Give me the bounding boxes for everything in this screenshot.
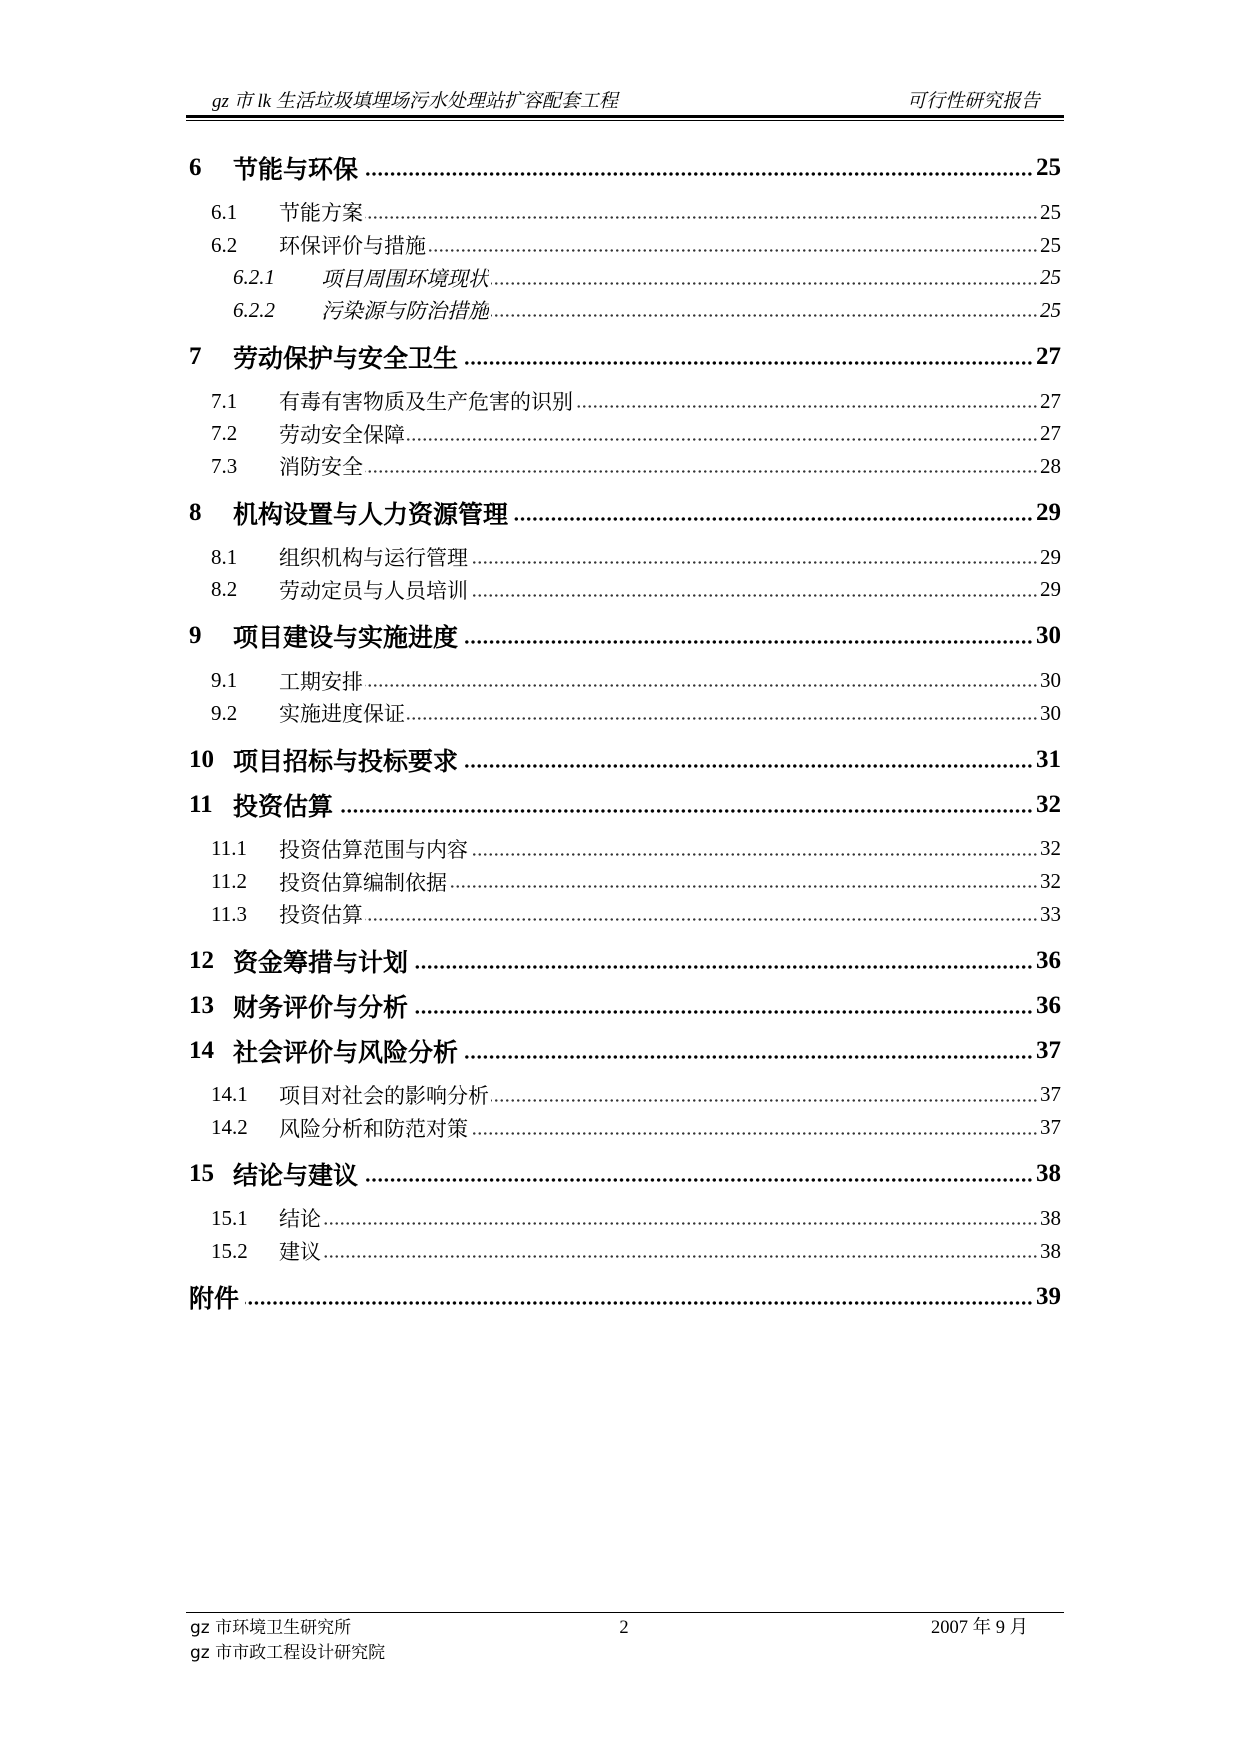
toc-entry-title: 结论 bbox=[279, 1207, 321, 1232]
dot-leader bbox=[414, 1010, 1033, 1014]
toc-entry-page: 37 bbox=[1040, 1082, 1061, 1107]
dot-leader bbox=[365, 918, 1038, 921]
toc-entry-11-1[interactable] bbox=[189, 833, 1061, 866]
toc-entry-number: 6.2 bbox=[211, 232, 238, 257]
toc-entry-title: 项目招标与投标要求 bbox=[233, 748, 459, 776]
toc-entry-title: 有毒有害物质及生产危害的识别 bbox=[279, 390, 573, 415]
toc-entry-page: 38 bbox=[1040, 1205, 1061, 1230]
toc-entry-title: 劳动定员与人员培训 bbox=[279, 578, 468, 603]
toc-entry-page: 36 bbox=[1036, 991, 1061, 1019]
toc-entry-title: 附件 bbox=[189, 1286, 240, 1314]
toc-entry-6-2[interactable] bbox=[189, 229, 1061, 262]
footer-org-primary: gz 市环境卫生研究所 bbox=[190, 1618, 352, 1638]
toc-entry-number: 15.2 bbox=[211, 1238, 248, 1263]
toc-entry-number: 6.1 bbox=[211, 199, 238, 224]
toc-entry-7[interactable] bbox=[189, 342, 1061, 372]
toc-entry-page: 25 bbox=[1040, 232, 1061, 257]
toc-entry-title: 劳动保护与安全卫生 bbox=[233, 345, 459, 373]
dot-leader bbox=[470, 1132, 1038, 1135]
toc-entry-number: 7.1 bbox=[211, 388, 238, 413]
toc-entry-10[interactable] bbox=[189, 745, 1061, 775]
toc-entry-number: 11.1 bbox=[211, 836, 247, 861]
toc-entry-page: 27 bbox=[1040, 421, 1061, 446]
toc-entry-page: 38 bbox=[1040, 1238, 1061, 1263]
toc-entry-title: 节能方案 bbox=[279, 201, 363, 226]
toc-entry-number: 11.2 bbox=[211, 869, 247, 894]
toc-entry-number: 6.2.1 bbox=[233, 265, 275, 290]
toc-entry-number: 8.1 bbox=[211, 544, 238, 569]
toc-entry-page: 27 bbox=[1036, 342, 1061, 370]
toc-entry-number: 7.2 bbox=[211, 421, 238, 446]
dot-leader bbox=[245, 1301, 1033, 1305]
toc-entry-14[interactable] bbox=[189, 1036, 1061, 1066]
toc-entry-6-1[interactable] bbox=[189, 196, 1061, 229]
toc-entry-title: 财务评价与分析 bbox=[233, 994, 409, 1022]
toc-entry-page: 29 bbox=[1040, 544, 1061, 569]
toc-entry-page: 25 bbox=[1036, 154, 1061, 181]
toc-entry-title: 项目建设与实施进度 bbox=[233, 625, 459, 653]
toc-entry-number: 13 bbox=[189, 991, 214, 1019]
toc-entry-number: 15.1 bbox=[211, 1205, 248, 1230]
toc-entry-6-2-2[interactable] bbox=[189, 294, 1061, 327]
dot-leader bbox=[407, 438, 1038, 441]
dot-leader bbox=[470, 594, 1038, 597]
toc-entry-7-1[interactable] bbox=[189, 385, 1061, 418]
toc-entry-page: 25 bbox=[1040, 199, 1061, 224]
toc-entry-number: 8 bbox=[189, 498, 202, 526]
toc-entry-title: 社会评价与风险分析 bbox=[233, 1039, 459, 1067]
toc-entry-title: 消防安全 bbox=[279, 455, 363, 480]
toc-entry-title: 建议 bbox=[279, 1240, 321, 1265]
toc-entry-number: 11 bbox=[189, 790, 213, 818]
toc-entry-page: 33 bbox=[1040, 901, 1061, 926]
toc-entry-page: 38 bbox=[1036, 1160, 1061, 1187]
toc-entry-title: 组织机构与运行管理 bbox=[279, 546, 468, 571]
table-of-contents bbox=[189, 138, 1061, 1312]
dot-leader bbox=[414, 965, 1033, 969]
toc-entry-7-2[interactable] bbox=[189, 417, 1061, 450]
dot-leader bbox=[428, 249, 1038, 252]
toc-entry-title: 机构设置与人力资源管理 bbox=[233, 501, 509, 529]
dot-leader bbox=[491, 314, 1038, 317]
toc-entry-title: 投资估算范围与内容 bbox=[279, 837, 468, 862]
dot-leader bbox=[464, 764, 1033, 768]
toc-entry-15[interactable] bbox=[189, 1159, 1061, 1189]
toc-entry-9[interactable] bbox=[189, 621, 1061, 651]
toc-entry-number: 9.2 bbox=[211, 700, 238, 725]
toc-entry-15-1[interactable] bbox=[189, 1202, 1061, 1235]
dot-leader bbox=[464, 1055, 1033, 1059]
toc-entry-12[interactable] bbox=[189, 946, 1061, 976]
toc-entry-7-3[interactable] bbox=[189, 450, 1061, 483]
toc-entry-8-1[interactable] bbox=[189, 541, 1061, 574]
toc-entry-title: 项目对社会的影响分析 bbox=[279, 1083, 489, 1108]
toc-entry-page: 29 bbox=[1036, 498, 1061, 526]
dot-leader bbox=[470, 561, 1038, 564]
dot-leader bbox=[470, 853, 1038, 856]
toc-entry-page: 32 bbox=[1036, 790, 1061, 818]
dot-leader bbox=[464, 361, 1033, 365]
toc-entry-6[interactable] bbox=[189, 153, 1061, 183]
toc-entry-6-2-1[interactable] bbox=[189, 261, 1061, 294]
footer-date: 2007 年 9 月 bbox=[931, 1618, 1029, 1638]
header-rule-thin bbox=[186, 120, 1064, 121]
dot-leader bbox=[365, 216, 1038, 219]
toc-entry-title: 结论与建议 bbox=[233, 1163, 359, 1190]
toc-entry-number: 12 bbox=[189, 946, 214, 974]
toc-entry-number: 9 bbox=[189, 622, 202, 650]
dot-leader bbox=[365, 470, 1038, 473]
toc-entry-11-2[interactable] bbox=[189, 865, 1061, 898]
toc-entry-title: 风险分析和防范对策 bbox=[279, 1116, 468, 1141]
page-header bbox=[212, 89, 1040, 115]
dot-leader bbox=[339, 809, 1033, 813]
toc-entry-11[interactable] bbox=[189, 790, 1061, 820]
toc-entry-page: 25 bbox=[1040, 265, 1061, 290]
dot-leader bbox=[491, 1099, 1038, 1102]
footer-rule bbox=[186, 1612, 1064, 1613]
toc-entry-page: 28 bbox=[1040, 453, 1061, 478]
toc-entry-page: 37 bbox=[1036, 1036, 1061, 1064]
toc-entry-page: 32 bbox=[1040, 869, 1061, 894]
toc-entry-page: 31 bbox=[1036, 745, 1061, 773]
toc-entry-number: 14 bbox=[189, 1036, 214, 1064]
toc-entry-page: 25 bbox=[1040, 297, 1061, 322]
toc-entry-14-1[interactable] bbox=[189, 1079, 1061, 1112]
toc-entry-title: 投资估算 bbox=[279, 903, 363, 928]
toc-entry-number: 15 bbox=[189, 1160, 214, 1187]
toc-entry-appendix[interactable] bbox=[189, 1282, 1061, 1312]
toc-entry-9-1[interactable] bbox=[189, 664, 1061, 697]
dot-leader bbox=[323, 1222, 1038, 1225]
toc-entry-title: 污染源与防治措施 bbox=[321, 299, 489, 324]
toc-entry-title: 劳动安全保障 bbox=[279, 422, 405, 447]
toc-entry-title: 实施进度保证 bbox=[279, 702, 405, 727]
footer-page-number: 2 bbox=[619, 1618, 629, 1638]
dot-leader bbox=[365, 684, 1038, 687]
toc-entry-11-3[interactable] bbox=[189, 898, 1061, 931]
toc-entry-title: 节能与环保 bbox=[233, 157, 359, 184]
header-report-type: 可行性研究报告 bbox=[906, 91, 1040, 112]
toc-entry-number: 7.3 bbox=[211, 453, 238, 478]
toc-entry-number: 9.1 bbox=[211, 668, 238, 693]
dot-leader bbox=[514, 517, 1033, 521]
toc-entry-number: 6.2.2 bbox=[233, 297, 275, 322]
toc-entry-page: 27 bbox=[1040, 388, 1061, 413]
toc-entry-number: 14.1 bbox=[211, 1082, 248, 1107]
toc-entry-title: 环保评价与措施 bbox=[279, 234, 426, 259]
toc-entry-14-2[interactable] bbox=[189, 1111, 1061, 1144]
toc-entry-title: 资金筹措与计划 bbox=[233, 949, 409, 977]
toc-entry-page: 30 bbox=[1036, 622, 1061, 650]
toc-entry-8-2[interactable] bbox=[189, 574, 1061, 607]
dot-leader bbox=[491, 282, 1038, 285]
dot-leader bbox=[575, 405, 1038, 408]
toc-entry-13[interactable] bbox=[189, 991, 1061, 1021]
toc-entry-number: 8.2 bbox=[211, 577, 238, 602]
toc-entry-number: 11.3 bbox=[211, 901, 247, 926]
toc-entry-page: 29 bbox=[1040, 577, 1061, 602]
toc-entry-number: 6 bbox=[189, 154, 202, 181]
toc-entry-page: 30 bbox=[1040, 668, 1061, 693]
dot-leader bbox=[364, 1178, 1033, 1182]
dot-leader bbox=[407, 717, 1038, 720]
toc-entry-title: 投资估算编制依据 bbox=[279, 870, 447, 895]
dot-leader bbox=[323, 1255, 1038, 1258]
header-project-title: gz 市 lk 生活垃圾填埋场污水处理站扩容配套工程 bbox=[212, 91, 618, 112]
toc-entry-page: 32 bbox=[1040, 836, 1061, 861]
toc-entry-title: 工期安排 bbox=[279, 669, 363, 694]
toc-entry-page: 30 bbox=[1040, 700, 1061, 725]
toc-entry-9-2[interactable] bbox=[189, 697, 1061, 730]
toc-entry-page: 37 bbox=[1040, 1115, 1061, 1140]
toc-entry-page: 39 bbox=[1036, 1283, 1061, 1311]
toc-entry-number: 7 bbox=[189, 342, 202, 370]
toc-entry-title: 项目周围环境现状 bbox=[321, 266, 489, 291]
dot-leader bbox=[464, 640, 1033, 644]
toc-entry-number: 14.2 bbox=[211, 1115, 248, 1140]
dot-leader bbox=[364, 172, 1033, 176]
toc-entry-number: 10 bbox=[189, 745, 214, 773]
footer-org-secondary: gz 市市政工程设计研究院 bbox=[190, 1643, 386, 1663]
header-rule bbox=[186, 115, 1064, 118]
toc-entry-15-2[interactable] bbox=[189, 1235, 1061, 1268]
toc-entry-8[interactable] bbox=[189, 498, 1061, 528]
toc-entry-page: 36 bbox=[1036, 946, 1061, 974]
dot-leader bbox=[449, 885, 1038, 888]
toc-entry-title: 投资估算 bbox=[233, 793, 334, 821]
